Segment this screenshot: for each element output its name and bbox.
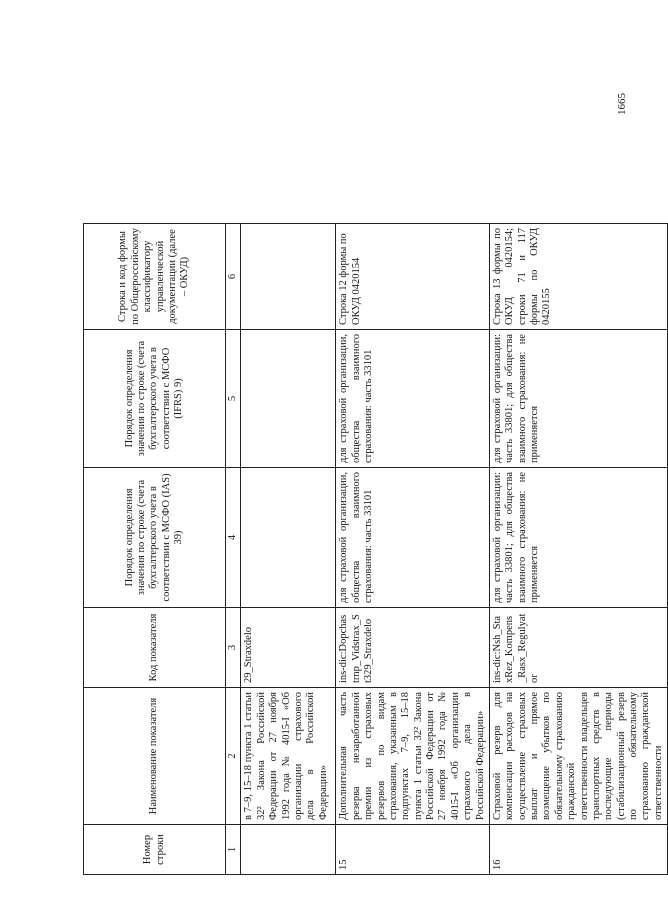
header-row [84, 224, 226, 875]
indicator-code: 29_Straxdelo [241, 608, 336, 688]
table-row [241, 224, 336, 875]
rotated-page [0, 5, 664, 905]
ifrs9-procedure: для страховой организации: часть 33801; для общества взаимного страхования: не применяется [489, 330, 667, 468]
column-number: 1 [226, 825, 241, 875]
column-number: 6 [226, 224, 241, 330]
row-number: 16 [489, 825, 667, 875]
header-ifrs9-procedure: Порядок определения значения по строке (счета бухгалтерского учета в соответствии с МСФО (IFRS) 9) [84, 330, 226, 468]
indicator-code: ins-dic:Dopchastrnp_Vidstrax_St329_Straxdelo [336, 608, 490, 688]
ias39-procedure: для страховой организации, общества взаимного страхования: часть 33101 [336, 468, 490, 608]
indicator-table [83, 223, 668, 875]
okud-form [241, 224, 336, 330]
ias39-procedure [241, 468, 336, 608]
okud-form: Строка 12 формы по ОКУД 0420154 [336, 224, 490, 330]
indicator-code: ins-dic:Nsh_StaxRez_Kompens_Rasx_Regulyator [489, 608, 667, 688]
column-number: 5 [226, 330, 241, 468]
header-indicator-name: Наименование показателя [84, 688, 226, 825]
indicator-name: Страховой резерв для компенсации расходов на осуществление страховых выплат и прямое возмещение убытков по обязательному страхованию гражданской ответственности владельцев транспортных средств в последующие периоды (стабилизационный резерв по обязательному страхованию гражданской ответственности [489, 688, 667, 825]
indicator-name: в 7–9, 15–18 пункта 1 статьи 32² Закона Российской Федерации от 27 ноября 1992 года № 4015-I «Об организации страхового дела в Российской Федерации» [241, 688, 336, 825]
column-number: 4 [226, 468, 241, 608]
column-numbers-row [226, 224, 241, 875]
column-number: 3 [226, 608, 241, 688]
ifrs9-procedure: для страховой организации, общества взаимного страхования: часть 33101 [336, 330, 490, 468]
table-row [489, 224, 667, 875]
ifrs9-procedure [241, 330, 336, 468]
table-row [336, 224, 490, 875]
okud-form: Строка 13 формы по ОКУД 0420154; строки 71 и 117 формы по ОКУД 0420155 [489, 224, 667, 330]
column-number: 2 [226, 688, 241, 825]
page-number: 1665 [616, 93, 628, 115]
header-indicator-code: Код показателя [84, 608, 226, 688]
ias39-procedure: для страховой организации: часть 33801; для общества взаимного страхования: не применяется [489, 468, 667, 608]
header-row-number: Номер строки [84, 825, 226, 875]
header-ias39-procedure: Порядок определения значения по строке (счета бухгалтерского учета в соответствии с МСФО (IAS) 39) [84, 468, 226, 608]
header-okud-form: Строка и код формы по Общероссийскому классификатору управленческой документации (далее – ОКУД) [84, 224, 226, 330]
indicator-name: Дополнительная часть резерва незаработанной премии из страховых резервов по видам страхования, указанным в подпунктах 7–9, 15–18 пункта 1 статьи 32² Закона Российской Федерации от 27 ноября 1992 года № 4015-I «Об организации страхового дела в Российской Федерации» [336, 688, 490, 825]
row-number [241, 825, 336, 875]
row-number: 15 [336, 825, 490, 875]
